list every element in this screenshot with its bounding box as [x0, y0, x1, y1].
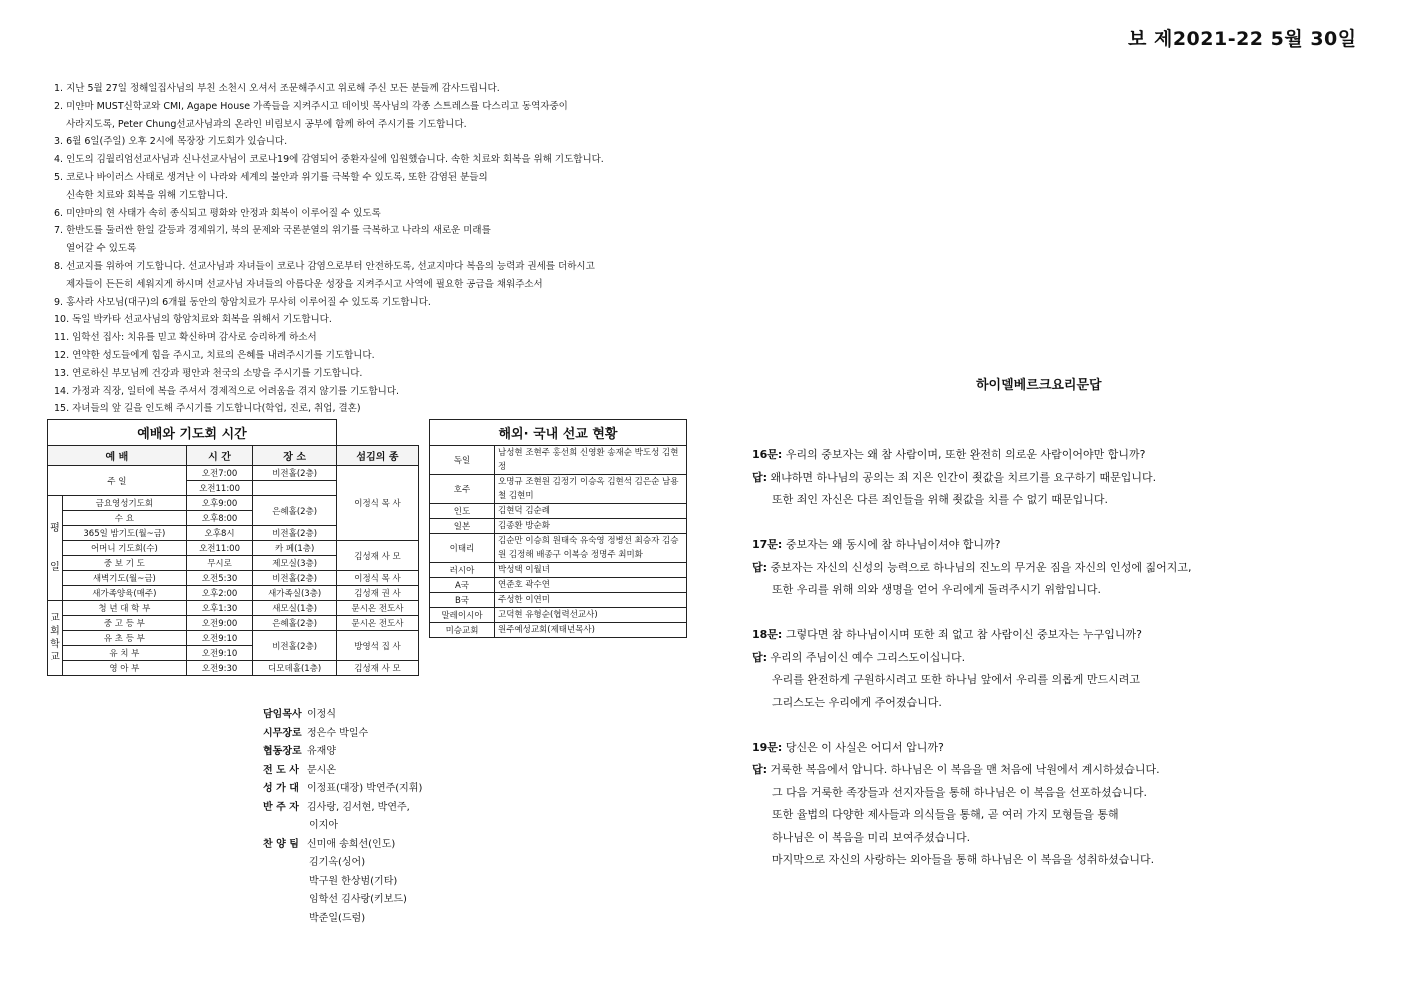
catechism-answer-line — [752, 692, 1372, 715]
answer-text: 거룩한 복음에서 압니다. 하나님은 이 복음을 맨 처음에 낙원에서 계시하셨습니다. — [770, 763, 1160, 776]
catechism-answer-line — [752, 804, 1372, 827]
service-name: 유 치 부 — [63, 646, 187, 661]
mission-country: 일본 — [430, 519, 495, 534]
staff-cont: 임학선 김사랑(키보드) — [309, 894, 407, 905]
mission-country: B국 — [430, 593, 495, 608]
prayer-item: 5. 코로나 바이러스 사태로 생겨난 이 나라와 세계의 불안과 위기를 극복할 수 있도록, 또한 감염된 분들의 — [54, 171, 488, 183]
staff-row — [263, 743, 422, 762]
service-name: 365일 밤기도(월~금) — [63, 526, 187, 541]
staff-row — [263, 725, 422, 744]
place-cell: 비전홀(2층) — [253, 571, 337, 586]
staff-value: 정은수 박일수 — [307, 727, 369, 739]
staff-value: 이정식 — [307, 709, 336, 720]
question-text: 우리의 중보자는 왜 참 사람이며, 또한 완전히 의로운 사람이어야만 합니까? — [785, 448, 1146, 461]
service-name: 새벽기도(월~금) — [63, 571, 187, 586]
table-row — [430, 578, 687, 593]
answer-text: 마지막으로 자신의 사랑하는 외아들을 통해 하나님은 이 복음을 성취하셨습니다. — [772, 853, 1155, 866]
prayer-list — [54, 80, 694, 418]
time-cell: 오전9:10 — [186, 646, 253, 661]
bulletin-header: 보 제2021-22 5월 30일 — [1128, 28, 1357, 50]
catechism-answer-line — [752, 759, 1372, 782]
catechism-answer-line — [752, 782, 1372, 805]
catechism-title: 하이델베르크요리문답 — [976, 378, 1102, 393]
staff-value: 유재양 — [307, 746, 336, 757]
time-cell: 오전11:00 — [186, 541, 253, 556]
prayer-item: 12. 연약한 성도들에게 힘을 주시고, 치료의 은혜를 내려주시기를 기도합니다. — [54, 349, 375, 361]
prayer-item: 2. 미얀마 MUST신학교와 CMI, Agape House 가족들을 지켜주시고 데이빗 목사님의 각종 스트레스를 다스리고 동역자중이 — [54, 100, 568, 112]
staff-list — [263, 706, 422, 928]
mission-country: 미승교회 — [430, 623, 495, 638]
servant-cell: 김성재 권 사 — [336, 586, 418, 601]
mission-names: 김현덕 김순례 — [495, 504, 687, 519]
mission-table — [429, 419, 687, 638]
servant-cell: 이정식 목 사 — [336, 466, 418, 541]
mission-names: 오명규 조현원 김정기 이승옥 김현석 김은순 남용철 김현미 — [495, 475, 687, 504]
catechism-qa — [752, 444, 1372, 872]
staff-cont: 박구원 한상범(기타) — [309, 875, 398, 887]
mission-names: 김종환 방순화 — [495, 519, 687, 534]
prayer-item: 4. 인도의 김월리엄선교사님과 신나선교사님이 코로나19에 감염되어 중환자실에 입원했습니다. 속한 치료와 회복을 위해 기도합니다. — [54, 154, 604, 166]
table-row — [430, 593, 687, 608]
prayer-item: 3. 6월 6일(주일) 오후 2시에 목장장 기도회가 있습니다. — [54, 136, 288, 148]
place-cell: 디모데홀(1층) — [253, 661, 337, 676]
table-row — [430, 623, 687, 638]
prayer-item: 제자들이 든든히 세워지게 하시며 선교사님 자녀들의 아름다운 성장을 지켜주시고 사역에 필요한 공급을 채워주소서 — [66, 278, 543, 290]
catechism-answer-line — [752, 579, 1372, 602]
catechism-answer-line — [752, 647, 1372, 670]
staff-cont: 김기옥(싱어) — [309, 857, 366, 868]
staff-cont: 이지아 — [309, 820, 338, 831]
prayer-item: 1. 지난 5월 27일 정해일집사님의 부친 소천시 오셔서 조문해주시고 위로해 주신 모든 분들께 감사드립니다. — [54, 83, 500, 94]
question-number: 17문: — [752, 538, 783, 551]
servant-cell: 김성재 사 모 — [336, 661, 418, 676]
mission-names: 주성한 이연미 — [495, 593, 687, 608]
staff-value: 신미애 송희선(인도) — [307, 838, 396, 850]
table-row — [430, 446, 687, 475]
catechism-question — [752, 444, 1372, 467]
mission-table-title: 해외· 국내 선교 현황 — [430, 420, 687, 446]
staff-row — [263, 780, 422, 799]
table-row — [430, 475, 687, 504]
catechism-answer-line — [752, 467, 1372, 490]
col-header: 시 간 — [186, 446, 253, 466]
staff-label: 협동장로 — [263, 746, 302, 757]
catechism-answer-line — [752, 849, 1372, 872]
time-cell: 오후8시 — [186, 526, 253, 541]
place-cell: 카 페(1층) — [253, 541, 337, 556]
prayer-item: 사라지도록, Peter Chung선교사님과의 온라인 비림보시 공부에 함께 하여 주시기를 기도합니다. — [66, 118, 467, 130]
catechism-answer-line — [752, 557, 1372, 580]
prayer-item: 14. 가정과 직장, 일터에 복을 주셔서 경제적으로 어려움을 겪지 않기를 기도합니다. — [54, 385, 400, 397]
place-cell: 새모실(1층) — [253, 601, 337, 616]
mission-country: 인도 — [430, 504, 495, 519]
prayer-item: 10. 독일 박카타 선교사님의 항암치료와 회복을 위해서 기도합니다. — [54, 314, 332, 326]
answer-text: 그리스도는 우리에게 주어졌습니다. — [772, 695, 942, 709]
service-name: 청 년 대 학 부 — [63, 601, 187, 616]
answer-text: 중보자는 자신의 신성의 능력으로 하나님의 진노의 무거운 짐을 자신의 인성에 짊어지고, — [770, 560, 1192, 574]
mission-names: 연준호 곽수연 — [495, 578, 687, 593]
staff-value: 김사랑, 김서현, 박연주, — [307, 801, 410, 813]
answer-text: 하나님은 이 복음을 미리 보여주셨습니다. — [772, 830, 971, 844]
place-cell: 새가족실(3층) — [253, 586, 337, 601]
time-cell: 오후9:00 — [186, 496, 253, 511]
prayer-item: 8. 선교지를 위하여 기도합니다. 선교사님과 자녀들이 코로나 감염으로부터 안전하도록, 선교지마다 복음의 능력과 권세를 더하시고 — [54, 260, 595, 272]
catechism-question — [752, 737, 1372, 760]
sunday-label: 주 일 — [48, 466, 187, 496]
question-text: 그렇다면 참 하나님이시며 또한 죄 없고 참 사람이신 중보자는 누구입니까? — [785, 628, 1142, 641]
time-cell: 오전9:00 — [186, 616, 253, 631]
time-cell: 오전9:10 — [186, 631, 253, 646]
answer-text: 또한 율법의 다양한 제사들과 의식들을 통해, 곧 여러 가지 모형들을 통해 — [772, 808, 1119, 821]
catechism-answer-line — [752, 669, 1372, 692]
mission-country: A국 — [430, 578, 495, 593]
place-cell: 비전홀(2층) — [253, 466, 337, 481]
place-cell: 제모실(3층) — [253, 556, 337, 571]
prayer-item: 6. 미얀마의 현 사태가 속히 종식되고 평화와 안정과 회복이 이루어질 수 있도록 — [54, 207, 381, 219]
time-cell: 오후8:00 — [186, 511, 253, 526]
staff-label: 시무장로 — [263, 727, 302, 739]
answer-label: 답: — [752, 650, 768, 664]
service-name: 중 고 등 부 — [63, 616, 187, 631]
place-cell: 비전홀(2층) — [253, 526, 337, 541]
staff-row — [263, 799, 422, 818]
staff-label: 담임목사 — [263, 709, 302, 720]
time-cell: 오후1:30 — [186, 601, 253, 616]
question-number: 19문: — [752, 740, 783, 754]
question-number: 16문: — [752, 448, 783, 461]
table-row — [430, 504, 687, 519]
worship-schedule-table — [47, 419, 419, 676]
staff-value: 문시온 — [307, 764, 336, 776]
service-name: 유 초 등 부 — [63, 631, 187, 646]
mission-country: 호주 — [430, 475, 495, 504]
mission-names: 원주예성교회(제태년목사) — [495, 623, 687, 638]
mission-names: 박성택 이월녀 — [495, 563, 687, 578]
prayer-item: 13. 연로하신 부모님께 건강과 평안과 천국의 소망을 주시기를 기도합니다. — [54, 367, 363, 379]
mission-country: 말레이시아 — [430, 608, 495, 623]
mission-names: 고덕현 유형순(협력선교사) — [495, 608, 687, 623]
catechism-question — [752, 534, 1372, 557]
staff-value: 이정표(대장) 박연주(지휘) — [307, 783, 423, 794]
staff-label: 찬 양 팀 — [263, 838, 299, 850]
answer-text: 우리를 완전하게 구원하시려고 또한 하나님 앞에서 우리를 의롭게 만드시려고 — [772, 673, 1141, 686]
question-number: 18문: — [752, 628, 783, 641]
mission-names: 남성현 조현주 홍선희 신영환 송재순 박도성 김현정 — [495, 446, 687, 475]
catechism-question — [752, 624, 1372, 647]
prayer-item: 열어갈 수 있도록 — [66, 243, 137, 255]
service-name: 중 보 기 도 — [63, 556, 187, 571]
table-row — [430, 534, 687, 563]
mission-names: 김순만 이승희 원태숙 유숙영 정병선 최승자 김승원 김정해 배종구 이복승 정명주 최미화 — [495, 534, 687, 563]
answer-text: 우리의 주님이신 예수 그리스도이십니다. — [770, 650, 966, 664]
servant-cell: 문시온 전도사 — [336, 601, 418, 616]
mission-country: 독일 — [430, 446, 495, 475]
prayer-item: 15. 자녀들의 앞 길을 인도해 주시기를 기도합니다(학업, 진로, 취업, 결혼) — [54, 403, 361, 415]
prayer-item: 7. 한반도를 둘러싼 한일 갈등과 경제위기, 북의 문제와 국론분열의 위기를 극복하고 나라의 새로운 미래를 — [54, 225, 491, 237]
worship-table-title: 예배와 기도회 시간 — [48, 420, 337, 446]
service-name: 수 요 — [63, 511, 187, 526]
service-name: 어머니 기도회(수) — [63, 541, 187, 556]
time-cell: 오전5:30 — [186, 571, 253, 586]
catechism-answer-line — [752, 489, 1372, 512]
question-text: 당신은 이 사실은 어디서 압니까? — [785, 740, 944, 754]
mission-country: 러시아 — [430, 563, 495, 578]
staff-label: 성 가 대 — [263, 783, 299, 794]
time-cell: 오전9:30 — [186, 661, 253, 676]
service-name: 금요영성기도회 — [63, 496, 187, 511]
weekday-label: 평 일 — [48, 496, 63, 601]
col-header: 예 배 — [48, 446, 187, 466]
table-row — [430, 519, 687, 534]
prayer-item: 9. 홍사라 사모님(대구)의 6개월 동안의 항암치료가 무사히 이루어질 수 있도록 기도합니다. — [54, 296, 431, 308]
answer-text: 또한 죄인 자신은 다른 죄인들을 위해 죗값을 치를 수 없기 때문입니다. — [772, 493, 1108, 506]
answer-text: 그 다음 거룩한 족장들과 선지자들을 통해 하나님은 이 복음을 선포하셨습니다. — [772, 785, 1147, 799]
servant-cell: 방영석 집 사 — [336, 631, 418, 661]
place-cell: 비전홀(2층) — [253, 631, 337, 661]
answer-text: 또한 우리를 위해 의와 생명을 얻어 우리에게 돌려주시기 위함입니다. — [772, 583, 1101, 596]
question-text: 중보자는 왜 동시에 참 하나님이셔야 합니까? — [785, 538, 1001, 551]
staff-row — [263, 762, 422, 781]
place-cell: 은혜홀(2층) — [253, 496, 337, 526]
staff-cont: 박준일(드럼) — [309, 912, 366, 924]
staff-label: 반 주 자 — [263, 801, 299, 813]
school-label: 교 회 학 교 — [48, 601, 63, 676]
service-name: 영 아 부 — [63, 661, 187, 676]
time-cell: 무시로 — [186, 556, 253, 571]
servant-cell: 문시온 전도사 — [336, 616, 418, 631]
staff-row — [263, 706, 422, 725]
col-header: 섬김의 종 — [336, 446, 418, 466]
answer-label: 답: — [752, 763, 768, 776]
prayer-item: 11. 임학선 집사: 치유를 믿고 확신하며 감사로 승리하게 하소서 — [54, 332, 317, 344]
answer-label: 답: — [752, 470, 768, 484]
servant-cell: 김성재 사 모 — [336, 541, 418, 571]
time-cell: 오후2:00 — [186, 586, 253, 601]
answer-label: 답: — [752, 560, 768, 574]
catechism-answer-line — [752, 827, 1372, 850]
mission-country: 이태리 — [430, 534, 495, 563]
service-name: 새가족양육(매주) — [63, 586, 187, 601]
time-cell: 오전7:00 — [186, 466, 253, 481]
table-row — [430, 608, 687, 623]
time-cell: 오전11:00 — [186, 481, 253, 496]
col-header: 장 소 — [253, 446, 337, 466]
staff-label: 전 도 사 — [263, 764, 299, 776]
place-cell: 은혜홀(2층) — [253, 616, 337, 631]
prayer-item: 신속한 치료와 회복을 위해 기도합니다. — [66, 189, 228, 201]
servant-cell: 이정식 목 사 — [336, 571, 418, 586]
answer-text: 왜냐하면 하나님의 공의는 죄 지은 인간이 죗값을 치르기를 요구하기 때문입니다. — [770, 470, 1157, 484]
table-row — [430, 563, 687, 578]
